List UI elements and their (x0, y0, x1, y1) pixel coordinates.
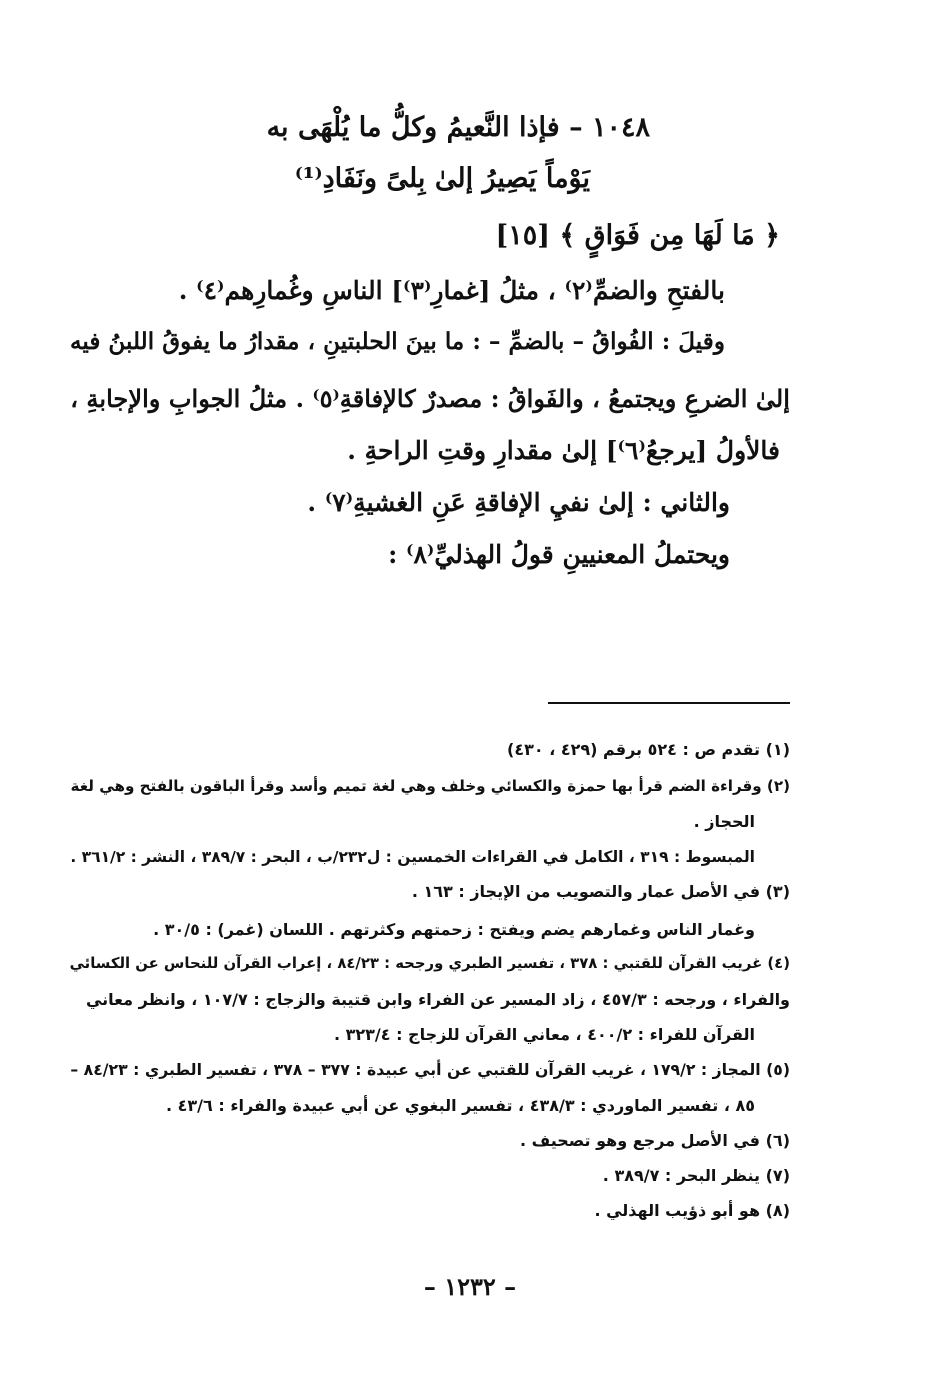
body-line-1: بالفتحِ والضمِّ⁽٢⁾ ، مثلُ [غمارِ⁽٣⁾] الناسِ وغُمارِهم⁽٤⁾ . (178, 276, 725, 305)
page-number: – ١٢٣٢ – (423, 1272, 517, 1301)
footnote-8: (٨) هو أبو ذؤيب الهذلي . (594, 1201, 790, 1220)
footnote-7: (٧) ينظر البحر : ٣٨٩/٧ . (602, 1166, 790, 1185)
footnote-3: (٣) في الأصل عمار والتصويب من الإيجاز : ١٦٣ . (411, 882, 790, 901)
footnote-5-cont: ٨٥ ، تفسير الماوردي : ٤٣٨/٣ ، تفسير البغوي عن أبي عبيدة والفراء : ٤٣/٦ . (165, 1096, 755, 1115)
footnote-divider (548, 702, 790, 704)
footnote-3-cont: وغمار الناس وغمارهم يضم ويفتح : زحمتهم وكثرتهم . اللسان (غمر) : ٣٠/٥ . (153, 920, 755, 939)
body-line-6: ويحتملُ المعنيينِ قولُ الهذليِّ⁽٨⁾ : (388, 540, 730, 569)
footnote-1: (١) تقدم ص : ٥٢٤ برقم (٤٢٩ ، ٤٣٠) (507, 740, 790, 759)
footnote-2-cont: الحجاز . (693, 812, 755, 831)
body-line-2: وقيلَ : الفُواقُ – بالضمِّ – : ما بينَ الحلبتينِ ، مقدارُ ما يفوقُ اللبنُ فيه (69, 328, 725, 355)
body-line-5: والثاني : إلىٰ نفيِ الإفاقةِ عَنِ الغشيةِ⁽٧⁾ . (307, 488, 730, 517)
poem-line-1: ١٠٤٨ – فإذا النَّعيمُ وكلُّ ما يُلْهَى به (266, 112, 650, 143)
body-line-3: إلىٰ الضرعِ ويجتمعُ ، والفَواقُ : مصدرٌ كالإفاقةِ⁽٥⁾ . مثلُ الجوابِ والإجابةِ ، (70, 384, 790, 413)
footnote-6: (٦) في الأصل مرجع وهو تصحيف . (520, 1131, 790, 1150)
footnote-4-cont-2: القرآن للفراء : ٤٠٠/٢ ، معاني القرآن للزجاج : ٣٢٣/٤ . (333, 1025, 755, 1044)
footnote-5: (٥) المجاز : ١٧٩/٢ ، غريب القرآن للقتبي عن أبي عبيدة : ٣٧٧ – ٣٧٨ ، تفسير الطبري : ٨٤/٢٣ – (70, 1060, 790, 1079)
footnote-4-cont: والفراء ، ورجحه : ٤٥٧/٣ ، زاد المسير عن الفراء وابن قتيبة والزجاج : ١٠٧/٧ ، وانظر معاني (85, 990, 790, 1009)
footnote-4: (٤) غريب القرآن للقتبي : ٣٧٨ ، تفسير الطبري ورجحه : ٨٤/٢٣ ، إعراب القرآن للنحاس عن الكسائي (69, 955, 790, 972)
footnote-2: (٢) وقراءة الضم قرأ بها حمزة والكسائي وخلف وهي لغة تميم وأسد وقرأ الباقون بالفتح وهي لغة (70, 777, 790, 795)
quran-verse-heading: ﴿ مَا لَهَا مِن فَوَاقٍ ﴾ [١٥] (495, 220, 780, 251)
poem-line-2: يَوْماً يَصِيرُ إلىٰ بِلىً ونَفَادِ⁽¹⁾ (294, 163, 590, 194)
body-line-4: فالأولُ [يرجعُ⁽٦⁾] إلىٰ مقدارِ وقتِ الراحةِ . (347, 436, 780, 465)
footnote-2-refs: المبسوط : ٣١٩ ، الكامل في القراءات الخمسين : ل٢٣٢/ب ، البحر : ٣٨٩/٧ ، النشر : ٣٦١/٢ . (70, 848, 755, 866)
